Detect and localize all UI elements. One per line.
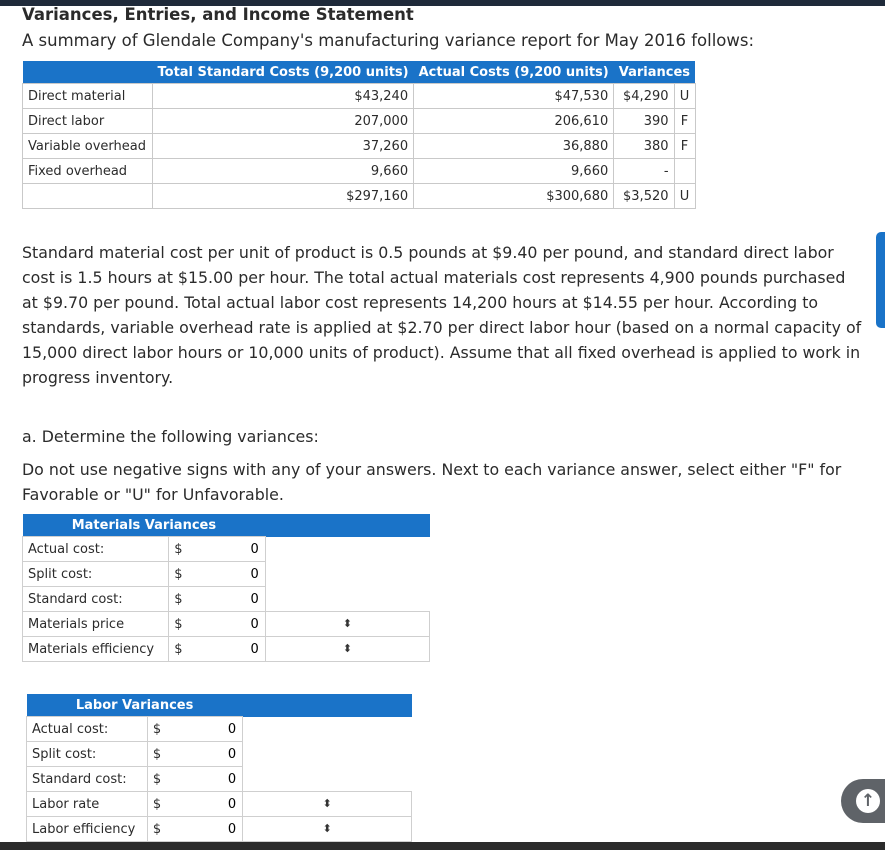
select-arrows-icon: ⬍ <box>322 822 332 835</box>
row-label: Direct labor <box>23 109 153 134</box>
standard-cost: 9,660 <box>153 159 414 184</box>
labor-variances-table <box>26 694 412 842</box>
materials-variances-table <box>22 514 430 662</box>
currency-symbol: $ <box>169 612 187 637</box>
header-spacer <box>265 514 429 537</box>
materials-efficiency-input[interactable] <box>187 638 265 660</box>
row-label: Split cost: <box>27 742 148 767</box>
labor-rate-fu-select[interactable] <box>243 792 412 817</box>
variance-type: F <box>674 109 695 134</box>
header-standard: Total Standard Costs (9,200 units) <box>153 61 414 84</box>
table-row <box>23 637 430 662</box>
empty-cell <box>243 767 412 792</box>
total-standard: $297,160 <box>153 184 414 209</box>
currency-symbol: $ <box>147 717 165 742</box>
currency-symbol: $ <box>147 767 165 792</box>
empty-cell <box>243 717 412 742</box>
table-row <box>23 587 430 612</box>
select-arrows-icon: ⬍ <box>342 617 353 630</box>
currency-symbol: $ <box>169 637 187 662</box>
materials-split-cost-input[interactable] <box>187 563 265 585</box>
empty-cell <box>265 587 429 612</box>
scroll-to-top-button[interactable] <box>841 779 885 823</box>
variance-report-table <box>22 61 696 209</box>
variance-amount: $4,290 <box>614 84 674 109</box>
total-actual: $300,680 <box>414 184 614 209</box>
row-label: Standard cost: <box>23 587 169 612</box>
variance-amount: 390 <box>614 109 674 134</box>
problem-paragraph: Standard material cost per unit of product is 0.5 pounds at $9.40 per pound, and standard direct labor cost is 1.5 hours at $15.00 per hour. The total actual materials cost represents 4,900 pounds purchased at $9.70 per pound. Total actual labor cost represents 14,200 hours at $14.55 per hour. According to standards, variable overhead rate is applied at $2.70 per direct labor hour (based on a normal capacity of 15,000 direct labor hours or 10,000 units of product). Assume that all fixed overhead is applied to work in progress inventory. <box>22 243 862 387</box>
table-row <box>27 817 412 842</box>
row-label: Fixed overhead <box>23 159 153 184</box>
row-label: Actual cost: <box>27 717 148 742</box>
labor-rate-input[interactable] <box>166 793 243 815</box>
header-blank <box>23 61 153 84</box>
page-title: Variances, Entries, and Income Statement <box>22 5 414 24</box>
actual-cost: 206,610 <box>414 109 614 134</box>
variance-type: F <box>674 134 695 159</box>
empty-cell <box>243 742 412 767</box>
materials-title: Materials Variances <box>23 514 266 537</box>
bottom-bar <box>0 842 885 850</box>
table-row <box>23 562 430 587</box>
total-row <box>23 184 696 209</box>
side-scroll-handle[interactable] <box>876 232 885 328</box>
table-row <box>23 134 696 159</box>
labor-efficiency-input[interactable] <box>166 818 243 840</box>
row-label: Materials efficiency <box>23 637 169 662</box>
standard-cost: $43,240 <box>153 84 414 109</box>
part-a-label: a. Determine the following variances: <box>22 427 319 446</box>
select-arrows-icon: ⬍ <box>342 642 353 655</box>
materials-price-fu-select[interactable] <box>265 612 429 637</box>
total-variance-type: U <box>674 184 695 209</box>
labor-title: Labor Variances <box>27 694 243 717</box>
instructions-text: Do not use negative signs with any of your answers. Next to each variance answer, select either "F" for Favorable or "U" for Unfavorable. <box>22 460 842 504</box>
header-variances: Variances <box>614 61 695 84</box>
table-row <box>27 742 412 767</box>
currency-symbol: $ <box>169 562 187 587</box>
table-row <box>23 537 430 562</box>
empty-cell <box>265 562 429 587</box>
row-label: Variable overhead <box>23 134 153 159</box>
intro-text: A summary of Glendale Company's manufacturing variance report for May 2016 follows: <box>22 31 755 50</box>
materials-efficiency-fu-select[interactable] <box>265 637 429 662</box>
variance-type <box>674 159 695 184</box>
materials-standard-cost-input[interactable] <box>187 588 265 610</box>
empty-cell <box>265 537 429 562</box>
currency-symbol: $ <box>147 792 165 817</box>
row-label: Actual cost: <box>23 537 169 562</box>
arrow-up-icon: ↑ <box>856 789 880 813</box>
select-arrows-icon: ⬍ <box>322 797 332 810</box>
currency-symbol: $ <box>169 537 187 562</box>
currency-symbol: $ <box>169 587 187 612</box>
labor-efficiency-fu-select[interactable] <box>243 817 412 842</box>
materials-actual-cost-input[interactable] <box>187 538 265 560</box>
currency-symbol: $ <box>147 742 165 767</box>
labor-split-cost-input[interactable] <box>166 743 243 765</box>
row-label: Split cost: <box>23 562 169 587</box>
header-actual: Actual Costs (9,200 units) <box>414 61 614 84</box>
row-label: Labor efficiency <box>27 817 148 842</box>
standard-cost: 37,260 <box>153 134 414 159</box>
actual-cost: 9,660 <box>414 159 614 184</box>
table-row <box>23 612 430 637</box>
currency-symbol: $ <box>147 817 165 842</box>
table-row <box>23 159 696 184</box>
row-label: Standard cost: <box>27 767 148 792</box>
variance-amount: 380 <box>614 134 674 159</box>
row-label: Labor rate <box>27 792 148 817</box>
row-label: Direct material <box>23 84 153 109</box>
materials-price-input[interactable] <box>187 613 265 635</box>
header-spacer <box>243 694 412 717</box>
table-row <box>27 767 412 792</box>
variance-amount: - <box>614 159 674 184</box>
table-row <box>23 109 696 134</box>
table-row <box>23 84 696 109</box>
table-row <box>27 792 412 817</box>
labor-standard-cost-input[interactable] <box>166 768 243 790</box>
standard-cost: 207,000 <box>153 109 414 134</box>
table-row <box>27 717 412 742</box>
total-label <box>23 184 153 209</box>
row-label: Materials price <box>23 612 169 637</box>
actual-cost: $47,530 <box>414 84 614 109</box>
variance-type: U <box>674 84 695 109</box>
table-header-row <box>23 61 696 84</box>
labor-actual-cost-input[interactable] <box>166 718 243 740</box>
total-variance: $3,520 <box>614 184 674 209</box>
actual-cost: 36,880 <box>414 134 614 159</box>
